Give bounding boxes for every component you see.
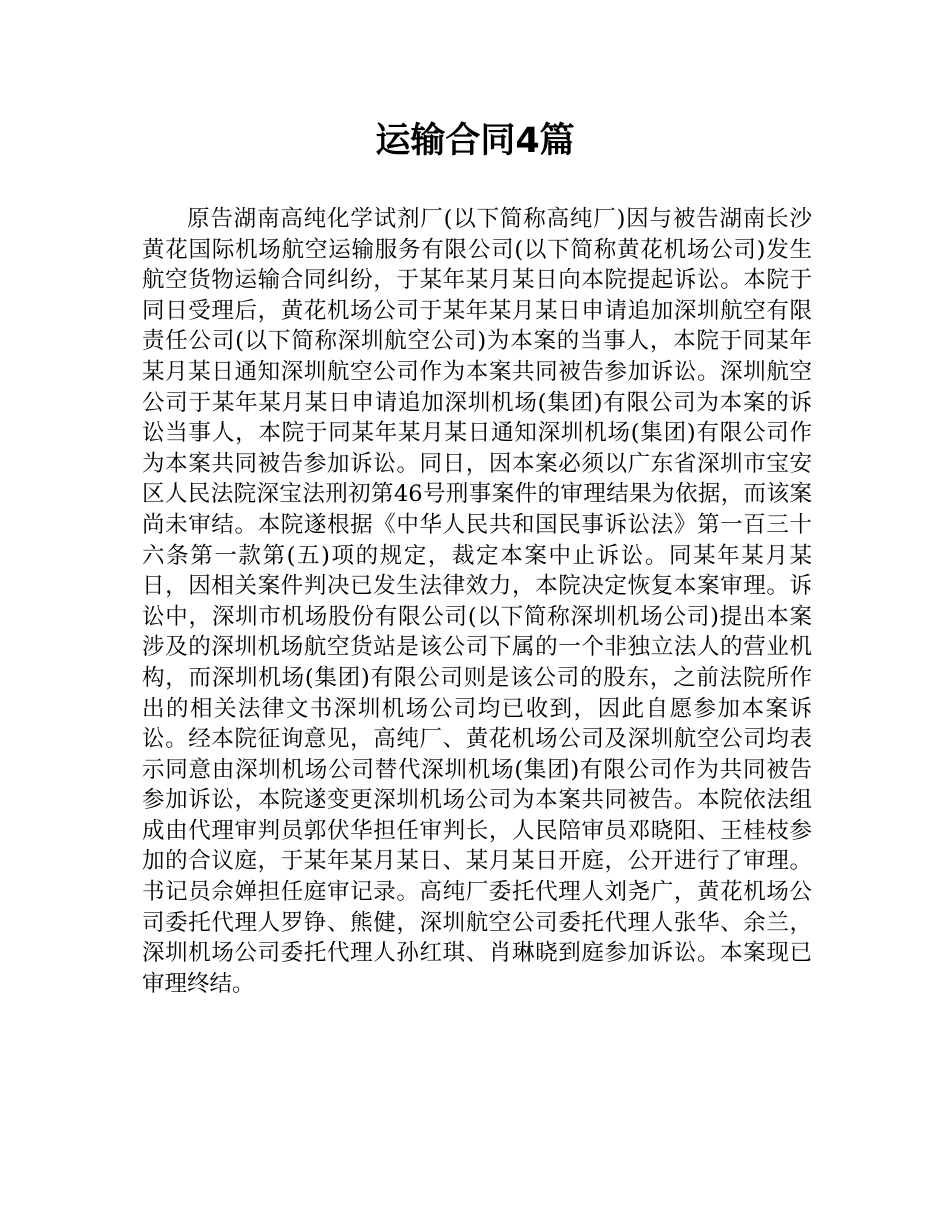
body-paragraph: 原告湖南高纯化学试剂厂(以下简称高纯厂)因与被告湖南长沙黄花国际机场航空运输服务有限公司(以下简称黄花机场公司)发生航空货物运输合同纠纷，于某年某月某日向本院提起诉讼。本院于同日受理后，黄花机场公司于某年某月某日申请追加深圳航空有限责任公司(以下简称深圳航空公司)为本案的当事人，本院于同某年某月某日通知深圳航空公司作为本案共同被告参加诉讼。深圳航空公司于某年某月某日申请追加深圳机场(集团)有限公司为本案的诉讼当事人，本院于同某年某月某日通知深圳机场(集团)有限公司作为本案共同被告参加诉讼。同日，因本案必须以广东省深圳市宝安区人民法院深宝法刑初第46号刑事案件的审理结果为依据，而该案尚未审结。本院遂根据《中华人民共和国民事诉讼法》第一百三十六条第一款第(五)项的规定，裁定本案中止诉讼。同某年某月某日，因相关案件判决已发生法律效力，本院决定恢复本案审理。诉讼中，深圳市机场股份有限公司(以下简称深圳机场公司)提出本案涉及的深圳机场航空货站是该公司下属的一个非独立法人的营业机构，而深圳机场(集团)有限公司则是该公司的股东，之前法院所作出的相关法律文书深圳机场公司均已收到，因此自愿参加本案诉讼。经本院征询意见，高纯厂、黄花机场公司及深圳航空公司均表示同意由深圳机场公司替代深圳机场(集团)有限公司作为共同被告参加诉讼，本院遂变更深圳机场公司为本案共同被告。本院依法组成由代理审判员郭伏华担任审判长，人民陪审员邓晓阳、王桂枝参加的合议庭，于某年某月某日、某月某日开庭，公开进行了审理。书记员佘婵担任庭审记录。高纯厂委托代理人刘尧广，黄花机场公司委托代理人罗铮、熊健，深圳航空公司委托代理人张华、余兰，深圳机场公司委托代理人孙红琪、肖琳晓到庭参加诉讼。本案现已审理终结。 bbox=[142, 206, 812, 997]
document-title: 运输合同4篇 bbox=[375, 121, 575, 161]
